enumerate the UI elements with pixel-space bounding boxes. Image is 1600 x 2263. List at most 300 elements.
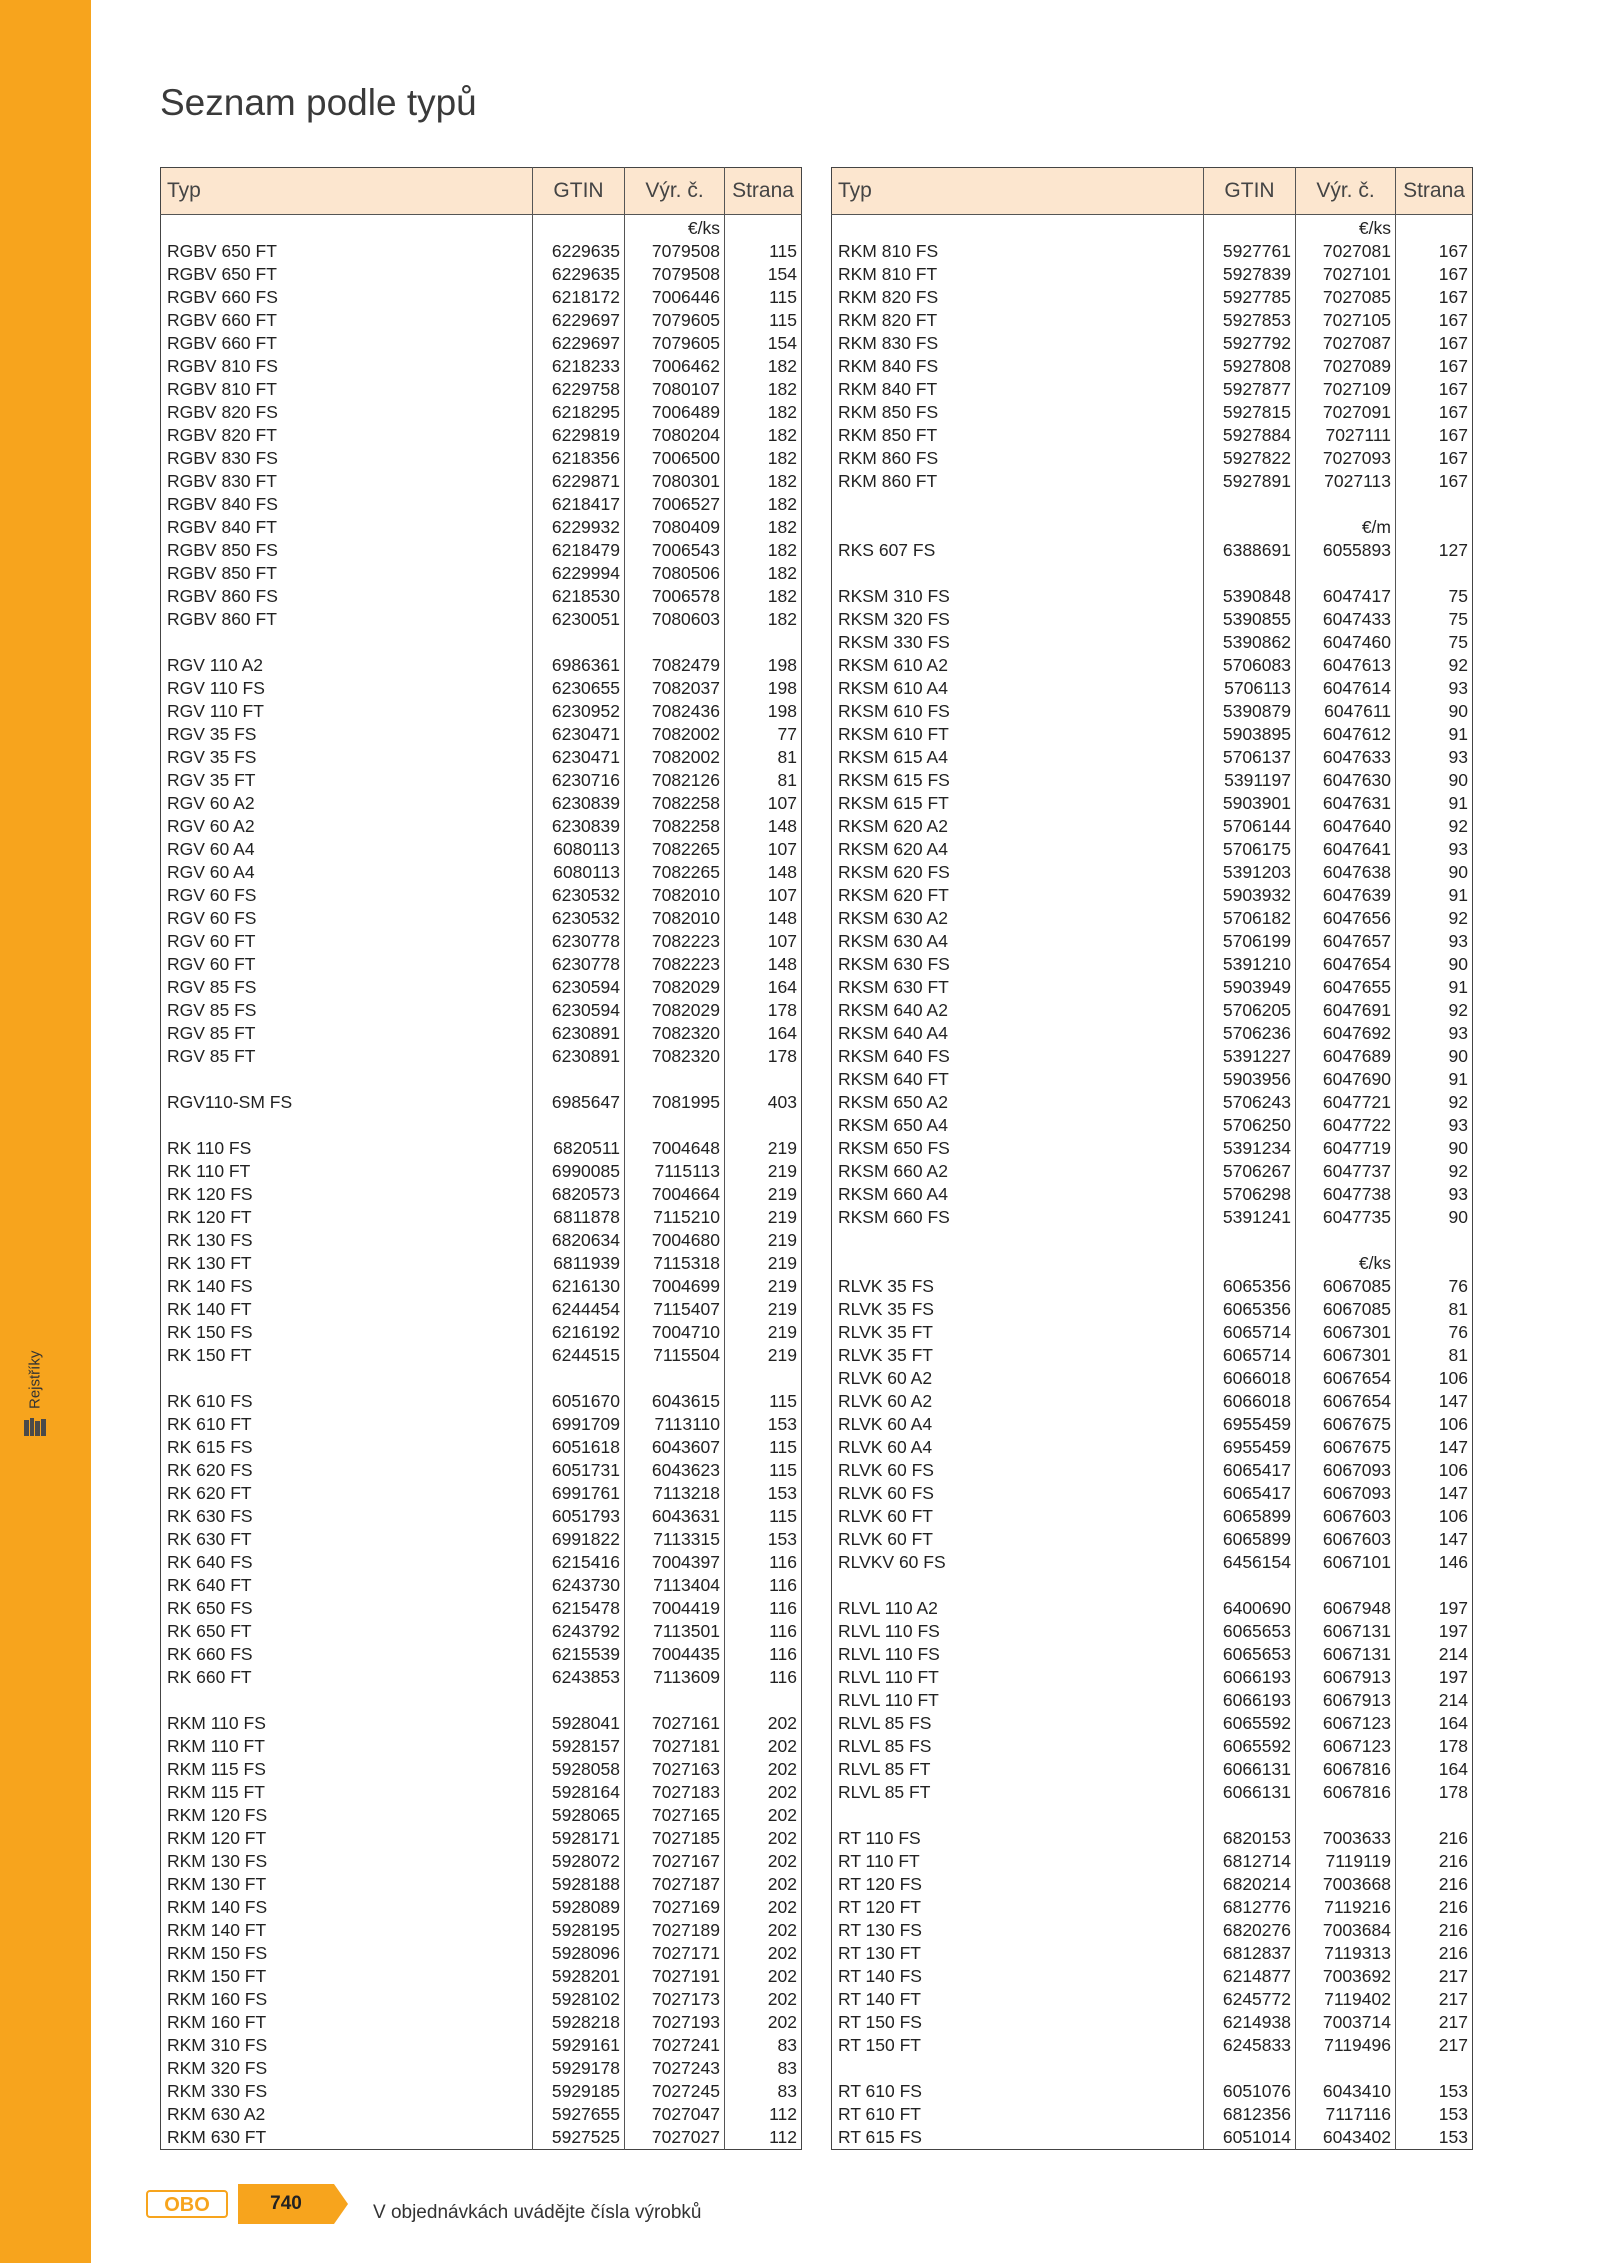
cell-gtin: 6230532 [533, 907, 625, 930]
cell-typ: RT 150 FS [838, 2012, 922, 2032]
cell-gtin: 6230594 [533, 999, 625, 1022]
table-row [161, 1712, 802, 1735]
cell-gtin: 6066131 [1204, 1758, 1296, 1781]
cell-vyr: 7027171 [625, 1942, 725, 1965]
cell-vyr: 7027081 [1296, 240, 1396, 263]
cell-typ: RGV 60 A2 [167, 793, 255, 813]
cell-typ: RLVK 35 FT [838, 1345, 933, 1365]
table-row [161, 493, 802, 516]
empty-cell [533, 1689, 625, 1712]
cell-gtin: 6065653 [1204, 1620, 1296, 1643]
table-row [832, 1344, 1473, 1367]
header-typ: Typ [161, 168, 533, 215]
cell-strana: 115 [725, 1505, 802, 1528]
cell-gtin: 5928089 [533, 1896, 625, 1919]
cell-vyr: 7115318 [625, 1252, 725, 1275]
type-list-table-right [831, 167, 1473, 2150]
cell-strana: 202 [725, 1781, 802, 1804]
cell-vyr: 6067654 [1296, 1367, 1396, 1390]
cell-gtin: 6229871 [533, 470, 625, 493]
cell-typ: RLVK 60 FT [838, 1529, 933, 1549]
cell-gtin: 6812776 [1204, 1896, 1296, 1919]
empty-cell [832, 493, 1204, 516]
cell-gtin: 6229932 [533, 516, 625, 539]
cell-gtin: 6218356 [533, 447, 625, 470]
cell-vyr: 7082010 [625, 907, 725, 930]
cell-vyr: 7027027 [625, 2126, 725, 2150]
cell-strana: 115 [725, 1436, 802, 1459]
cell-vyr: 7119313 [1296, 1942, 1396, 1965]
cell-gtin: 6215539 [533, 1643, 625, 1666]
cell-strana: 182 [725, 608, 802, 631]
cell-gtin: 5706175 [1204, 838, 1296, 861]
cell-vyr: 7004435 [625, 1643, 725, 1666]
empty-cell [533, 215, 625, 241]
table-row [832, 1712, 1473, 1735]
cell-vyr: 7004648 [625, 1137, 725, 1160]
cell-vyr: 7003633 [1296, 1827, 1396, 1850]
empty-cell [1204, 493, 1296, 516]
cell-gtin: 6229994 [533, 562, 625, 585]
empty-cell [1296, 2057, 1396, 2080]
cell-vyr: 6047612 [1296, 723, 1396, 746]
cell-vyr: 7113110 [625, 1413, 725, 1436]
cell-gtin: 5928102 [533, 1988, 625, 2011]
cell-gtin: 5391234 [1204, 1137, 1296, 1160]
empty-cell [533, 1068, 625, 1091]
cell-typ: RGV 85 FS [167, 1000, 257, 1020]
table-row [832, 953, 1473, 976]
cell-gtin: 6230471 [533, 723, 625, 746]
cell-gtin: 5390848 [1204, 585, 1296, 608]
cell-gtin: 5927877 [1204, 378, 1296, 401]
cell-strana: 147 [1396, 1528, 1473, 1551]
spacer-row [161, 1068, 802, 1091]
cell-gtin: 6065356 [1204, 1275, 1296, 1298]
cell-typ: RT 120 FS [838, 1874, 922, 1894]
cell-typ: RKM 840 FT [838, 379, 938, 399]
unit-row [832, 1252, 1473, 1275]
empty-cell [1396, 493, 1473, 516]
cell-strana: 81 [725, 746, 802, 769]
cell-gtin: 6230891 [533, 1045, 625, 1068]
table-row [832, 286, 1473, 309]
cell-vyr: 7080107 [625, 378, 725, 401]
cell-strana: 167 [1396, 309, 1473, 332]
empty-cell [832, 1574, 1204, 1597]
cell-typ: RGV 85 FT [167, 1023, 256, 1043]
cell-gtin: 6218530 [533, 585, 625, 608]
cell-gtin: 5928096 [533, 1942, 625, 1965]
table-row [161, 539, 802, 562]
cell-vyr: 6043631 [625, 1505, 725, 1528]
cell-typ: RKM 110 FT [167, 1736, 265, 1756]
cell-typ: RLVK 35 FS [838, 1276, 934, 1296]
cell-vyr: 6047417 [1296, 585, 1396, 608]
table-row [161, 1919, 802, 1942]
cell-vyr: 7006578 [625, 585, 725, 608]
table-row [832, 1873, 1473, 1896]
cell-typ: RKM 140 FS [167, 1897, 268, 1917]
cell-typ: RT 150 FT [838, 2035, 921, 2055]
table-row [832, 2011, 1473, 2034]
cell-typ: RLVL 85 FS [838, 1713, 932, 1733]
cell-strana: 93 [1396, 838, 1473, 861]
cell-strana: 164 [1396, 1758, 1473, 1781]
cell-typ: RLVK 60 A4 [838, 1437, 933, 1457]
cell-vyr: 6047433 [1296, 608, 1396, 631]
cell-gtin: 6066018 [1204, 1367, 1296, 1390]
empty-cell [625, 631, 725, 654]
cell-typ: RKSM 610 A2 [838, 655, 948, 675]
cell-typ: RLVK 35 FT [838, 1322, 933, 1342]
cell-typ: RKSM 660 A4 [838, 1184, 948, 1204]
cell-gtin: 5391203 [1204, 861, 1296, 884]
empty-cell [533, 1114, 625, 1137]
unit-label: €/ks [625, 215, 725, 241]
empty-cell [832, 1252, 1204, 1275]
cell-strana: 182 [725, 378, 802, 401]
table-row [832, 263, 1473, 286]
cell-vyr: 6047614 [1296, 677, 1396, 700]
table-row [832, 332, 1473, 355]
cell-gtin: 5929178 [533, 2057, 625, 2080]
table-row [161, 769, 802, 792]
table-row [161, 286, 802, 309]
cell-vyr: 7006543 [625, 539, 725, 562]
cell-vyr: 7082037 [625, 677, 725, 700]
cell-vyr: 7113218 [625, 1482, 725, 1505]
table-row [161, 1896, 802, 1919]
page-title: Seznam podle typů [160, 82, 477, 123]
cell-typ: RK 610 FT [167, 1414, 252, 1434]
cell-strana: 112 [725, 2103, 802, 2126]
cell-strana: 216 [1396, 1850, 1473, 1873]
spacer-row [161, 1689, 802, 1712]
cell-gtin: 6820214 [1204, 1873, 1296, 1896]
table-row [832, 1137, 1473, 1160]
cell-strana: 178 [1396, 1781, 1473, 1804]
table-row [832, 1528, 1473, 1551]
cell-strana: 116 [725, 1574, 802, 1597]
cell-gtin: 5903932 [1204, 884, 1296, 907]
table-row [832, 401, 1473, 424]
cell-strana: 167 [1396, 355, 1473, 378]
cell-typ: RKSM 630 A2 [838, 908, 948, 928]
cell-typ: RKSM 320 FS [838, 609, 950, 629]
cell-gtin: 5903901 [1204, 792, 1296, 815]
cell-typ: RK 110 FT [167, 1161, 251, 1181]
spacer-row [832, 493, 1473, 516]
cell-strana: 115 [725, 240, 802, 263]
cell-typ: RGBV 840 FS [167, 494, 278, 514]
cell-gtin: 5929161 [533, 2034, 625, 2057]
cell-strana: 147 [1396, 1436, 1473, 1459]
cell-typ: RGV110-SM FS [167, 1092, 293, 1112]
cell-vyr: 6047655 [1296, 976, 1396, 999]
cell-vyr: 6043402 [1296, 2126, 1396, 2150]
cell-typ: RKSM 615 FS [838, 770, 950, 790]
cell-gtin: 6066018 [1204, 1390, 1296, 1413]
cell-gtin: 6215416 [533, 1551, 625, 1574]
spacer-row [832, 562, 1473, 585]
cell-gtin: 6990085 [533, 1160, 625, 1183]
table-row [161, 1735, 802, 1758]
cell-gtin: 5706298 [1204, 1183, 1296, 1206]
table-row [832, 447, 1473, 470]
table-row [832, 1413, 1473, 1436]
cell-strana: 153 [725, 1482, 802, 1505]
cell-gtin: 6245772 [1204, 1988, 1296, 2011]
cell-typ: RK 150 FS [167, 1322, 253, 1342]
cell-typ: RK 620 FS [167, 1460, 253, 1480]
cell-vyr: 6047735 [1296, 1206, 1396, 1229]
empty-cell [1204, 1252, 1296, 1275]
cell-gtin: 6456154 [1204, 1551, 1296, 1574]
table-row [161, 1160, 802, 1183]
cell-typ: RKM 850 FT [838, 425, 938, 445]
orange-sidebar [0, 0, 91, 2263]
table-row [161, 1206, 802, 1229]
cell-strana: 197 [1396, 1666, 1473, 1689]
cell-strana: 219 [725, 1298, 802, 1321]
cell-vyr: 7027105 [1296, 309, 1396, 332]
cell-gtin: 5706236 [1204, 1022, 1296, 1045]
cell-typ: RKM 310 FS [167, 2035, 268, 2055]
cell-vyr: 7079605 [625, 309, 725, 332]
cell-strana: 182 [725, 470, 802, 493]
table-row [161, 1620, 802, 1643]
cell-typ: RK 630 FS [167, 1506, 253, 1526]
cell-gtin: 6051731 [533, 1459, 625, 1482]
cell-typ: RK 660 FT [167, 1667, 252, 1687]
cell-typ: RKSM 630 FS [838, 954, 950, 974]
cell-vyr: 6047638 [1296, 861, 1396, 884]
cell-vyr: 7082223 [625, 953, 725, 976]
cell-strana: 116 [725, 1666, 802, 1689]
cell-typ: RGBV 840 FT [167, 517, 277, 537]
cell-vyr: 6047738 [1296, 1183, 1396, 1206]
cell-vyr: 7003684 [1296, 1919, 1396, 1942]
empty-cell [832, 562, 1204, 585]
table-row [832, 1758, 1473, 1781]
cell-strana: 91 [1396, 1068, 1473, 1091]
cell-strana: 202 [725, 1712, 802, 1735]
empty-cell [533, 631, 625, 654]
table-row [832, 999, 1473, 1022]
table-row [161, 1988, 802, 2011]
cell-typ: RKSM 615 FT [838, 793, 949, 813]
cell-strana: 90 [1396, 700, 1473, 723]
cell-gtin: 6811878 [533, 1206, 625, 1229]
cell-typ: RKSM 650 FS [838, 1138, 950, 1158]
cell-strana: 115 [725, 1459, 802, 1482]
cell-gtin: 6230952 [533, 700, 625, 723]
cell-typ: RLVL 110 A2 [838, 1598, 938, 1618]
table-row [832, 1206, 1473, 1229]
cell-typ: RKM 150 FS [167, 1943, 268, 1963]
cell-gtin: 6229697 [533, 309, 625, 332]
cell-strana: 90 [1396, 1137, 1473, 1160]
cell-strana: 219 [725, 1206, 802, 1229]
cell-gtin: 6812714 [1204, 1850, 1296, 1873]
cell-vyr: 7082258 [625, 815, 725, 838]
cell-vyr: 6047630 [1296, 769, 1396, 792]
cell-strana: 83 [725, 2057, 802, 2080]
cell-vyr: 7079605 [625, 332, 725, 355]
cell-strana: 164 [725, 1022, 802, 1045]
table-row [832, 378, 1473, 401]
table-row [161, 1597, 802, 1620]
cell-typ: RKSM 610 FS [838, 701, 950, 721]
cell-vyr: 7004419 [625, 1597, 725, 1620]
cell-typ: RK 150 FT [167, 1345, 252, 1365]
cell-strana: 202 [725, 1758, 802, 1781]
table-row [832, 539, 1473, 562]
cell-typ: RKSM 615 A4 [838, 747, 948, 767]
cell-gtin: 6820276 [1204, 1919, 1296, 1942]
cell-vyr: 6067131 [1296, 1643, 1396, 1666]
empty-cell [1296, 493, 1396, 516]
table-row [832, 1275, 1473, 1298]
table-row [161, 1528, 802, 1551]
table-row [161, 723, 802, 746]
cell-strana: 216 [1396, 1873, 1473, 1896]
cell-gtin: 6820511 [533, 1137, 625, 1160]
table-row [832, 1367, 1473, 1390]
table-row [161, 700, 802, 723]
cell-typ: RKM 860 FT [838, 471, 938, 491]
table-row [832, 976, 1473, 999]
cell-vyr: 6047719 [1296, 1137, 1396, 1160]
cell-vyr: 7115407 [625, 1298, 725, 1321]
cell-vyr: 6067675 [1296, 1413, 1396, 1436]
cell-gtin: 6820573 [533, 1183, 625, 1206]
header-gtin: GTIN [533, 168, 625, 215]
cell-gtin: 6230716 [533, 769, 625, 792]
table-row [161, 1643, 802, 1666]
cell-gtin: 6066193 [1204, 1689, 1296, 1712]
cell-typ: RKM 130 FS [167, 1851, 268, 1871]
cell-vyr: 7027185 [625, 1827, 725, 1850]
empty-cell [1396, 1804, 1473, 1827]
cell-gtin: 5706199 [1204, 930, 1296, 953]
table-row [161, 1344, 802, 1367]
cell-gtin: 5390862 [1204, 631, 1296, 654]
cell-typ: RLVK 60 A2 [838, 1391, 933, 1411]
empty-cell [161, 1068, 533, 1091]
cell-typ: RT 615 FS [838, 2127, 922, 2147]
table-row [832, 1551, 1473, 1574]
table-row [161, 654, 802, 677]
table-row [832, 585, 1473, 608]
cell-typ: RK 620 FT [167, 1483, 252, 1503]
table-row [832, 470, 1473, 493]
cell-typ: RT 140 FS [838, 1966, 922, 1986]
empty-cell [1204, 516, 1296, 539]
empty-cell [161, 631, 533, 654]
cell-gtin: 5927792 [1204, 332, 1296, 355]
empty-cell [625, 1114, 725, 1137]
cell-vyr: 6047613 [1296, 654, 1396, 677]
cell-vyr: 7113315 [625, 1528, 725, 1551]
cell-vyr: 6043623 [625, 1459, 725, 1482]
table-row [161, 1275, 802, 1298]
cell-vyr: 7080409 [625, 516, 725, 539]
cell-typ: RLVL 85 FT [838, 1759, 931, 1779]
cell-strana: 219 [725, 1344, 802, 1367]
table-row [832, 930, 1473, 953]
cell-vyr: 6047460 [1296, 631, 1396, 654]
cell-strana: 106 [1396, 1459, 1473, 1482]
cell-vyr: 6067603 [1296, 1528, 1396, 1551]
table-row [161, 1781, 802, 1804]
cell-vyr: 7004664 [625, 1183, 725, 1206]
table-row [161, 1827, 802, 1850]
empty-cell [625, 1367, 725, 1390]
cell-gtin: 5928188 [533, 1873, 625, 1896]
empty-cell [832, 2057, 1204, 2080]
table-row [161, 907, 802, 930]
cell-vyr: 6067301 [1296, 1344, 1396, 1367]
cell-typ: RLVK 60 A2 [838, 1368, 933, 1388]
cell-typ: RKSM 310 FS [838, 586, 950, 606]
cell-gtin: 6218295 [533, 401, 625, 424]
table-row [832, 1942, 1473, 1965]
cell-vyr: 7082258 [625, 792, 725, 815]
cell-typ: RK 110 FS [167, 1138, 252, 1158]
cell-strana: 92 [1396, 907, 1473, 930]
cell-strana: 147 [1396, 1390, 1473, 1413]
table-row [161, 424, 802, 447]
cell-gtin: 6991761 [533, 1482, 625, 1505]
cell-vyr: 7027087 [1296, 332, 1396, 355]
cell-vyr: 7115504 [625, 1344, 725, 1367]
cell-gtin: 6214877 [1204, 1965, 1296, 1988]
table-row [832, 838, 1473, 861]
cell-typ: RKM 820 FT [838, 310, 938, 330]
table-row [161, 1942, 802, 1965]
cell-gtin: 5927785 [1204, 286, 1296, 309]
cell-vyr: 6047657 [1296, 930, 1396, 953]
cell-strana: 92 [1396, 1160, 1473, 1183]
cell-vyr: 7027169 [625, 1896, 725, 1919]
cell-strana: 76 [1396, 1275, 1473, 1298]
table-row [832, 1919, 1473, 1942]
cell-gtin: 6245833 [1204, 2034, 1296, 2057]
cell-typ: RGBV 820 FS [167, 402, 278, 422]
cell-gtin: 6216192 [533, 1321, 625, 1344]
cell-strana: 116 [725, 1620, 802, 1643]
table-row [161, 1804, 802, 1827]
table-row [832, 355, 1473, 378]
cell-gtin: 6065417 [1204, 1459, 1296, 1482]
table-row [161, 884, 802, 907]
cell-typ: RT 610 FT [838, 2104, 921, 2124]
cell-typ: RGV 110 FT [167, 701, 264, 721]
table-row [832, 2080, 1473, 2103]
cell-gtin: 6230051 [533, 608, 625, 631]
cell-strana: 81 [1396, 1298, 1473, 1321]
cell-strana: 81 [1396, 1344, 1473, 1367]
empty-cell [725, 215, 802, 241]
empty-cell [1204, 1574, 1296, 1597]
table-row [161, 1666, 802, 1689]
cell-vyr: 7027165 [625, 1804, 725, 1827]
table-row [832, 1045, 1473, 1068]
cell-vyr: 7082265 [625, 861, 725, 884]
table-row [832, 1114, 1473, 1137]
